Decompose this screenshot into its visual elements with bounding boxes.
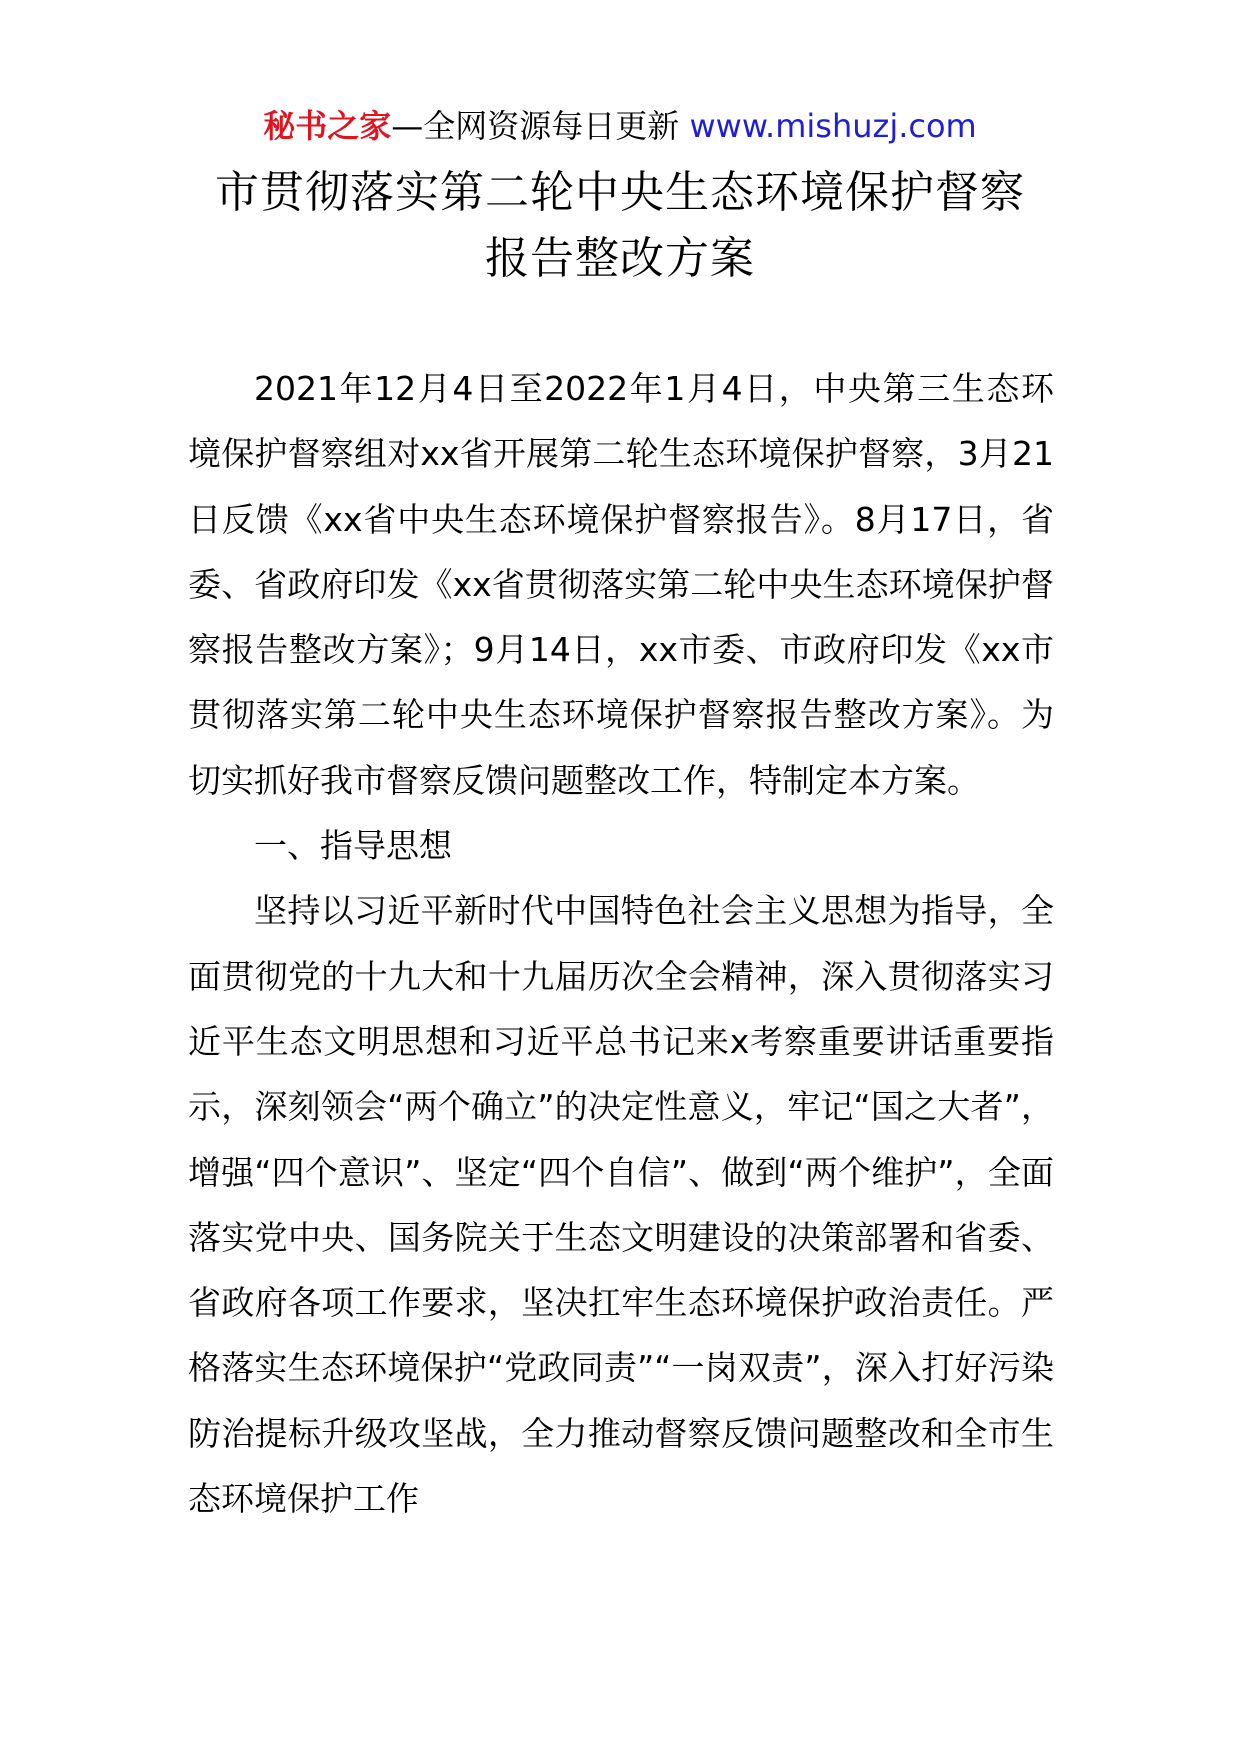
title-line-2: 报告整改方案 <box>485 233 755 284</box>
title-line-1: 市贯彻落实第二轮中央生态环境保护督察 <box>215 167 1025 218</box>
header-url[interactable]: www.mishuzj.com <box>689 107 977 145</box>
brand-name: 秘书之家 <box>263 107 392 145</box>
watermark-header <box>0 104 1240 148</box>
document-body <box>188 356 1054 1531</box>
section-heading-guiding-ideology: 一、指导思想 <box>254 826 452 866</box>
header-slogan: —全网资源每日更新 <box>391 107 690 145</box>
guiding-ideology-paragraph: 坚持以习近平新时代中国特色社会主义思想为指导，全面贯彻党的十九大和十九届历次全会精神，深入贯彻落实习近平生态文明思想和习近平总书记来x考察重要讲话重要指示，深刻领会“两个确立”的决定性意义，牢记“国之大者”，增强“四个意识”、坚定“四个自信”、做到“两个维护”，全面落实党中央、国务院关于生态文明建设的决策部署和省委、省政府各项工作要求，坚决扛牢生态环境保护政治责任。严格落实生态环境保护“党政同责”“一岗双责”，深入打好污染防治提标升级攻坚战，全力推动督察反馈问题整改和全市生态环境保护工作 <box>188 891 1054 1519</box>
document-title <box>0 160 1240 292</box>
intro-paragraph: 2021年12月4日至2022年1月4日，中央第三生态环境保护督察组对xx省开展第二轮生态环境保护督察，3月21日反馈《xx省中央生态环境保护督察报告》。8月17日，省委、省政府印发《xx省贯彻落实第二轮中央生态环境保护督察报告整改方案》；9月14日，xx市委、市政府印发《xx市贯彻落实第二轮中央生态环境保护督察报告整改方案》。为切实抓好我市督察反馈问题整改工作，特制定本方案。 <box>188 369 1054 800</box>
